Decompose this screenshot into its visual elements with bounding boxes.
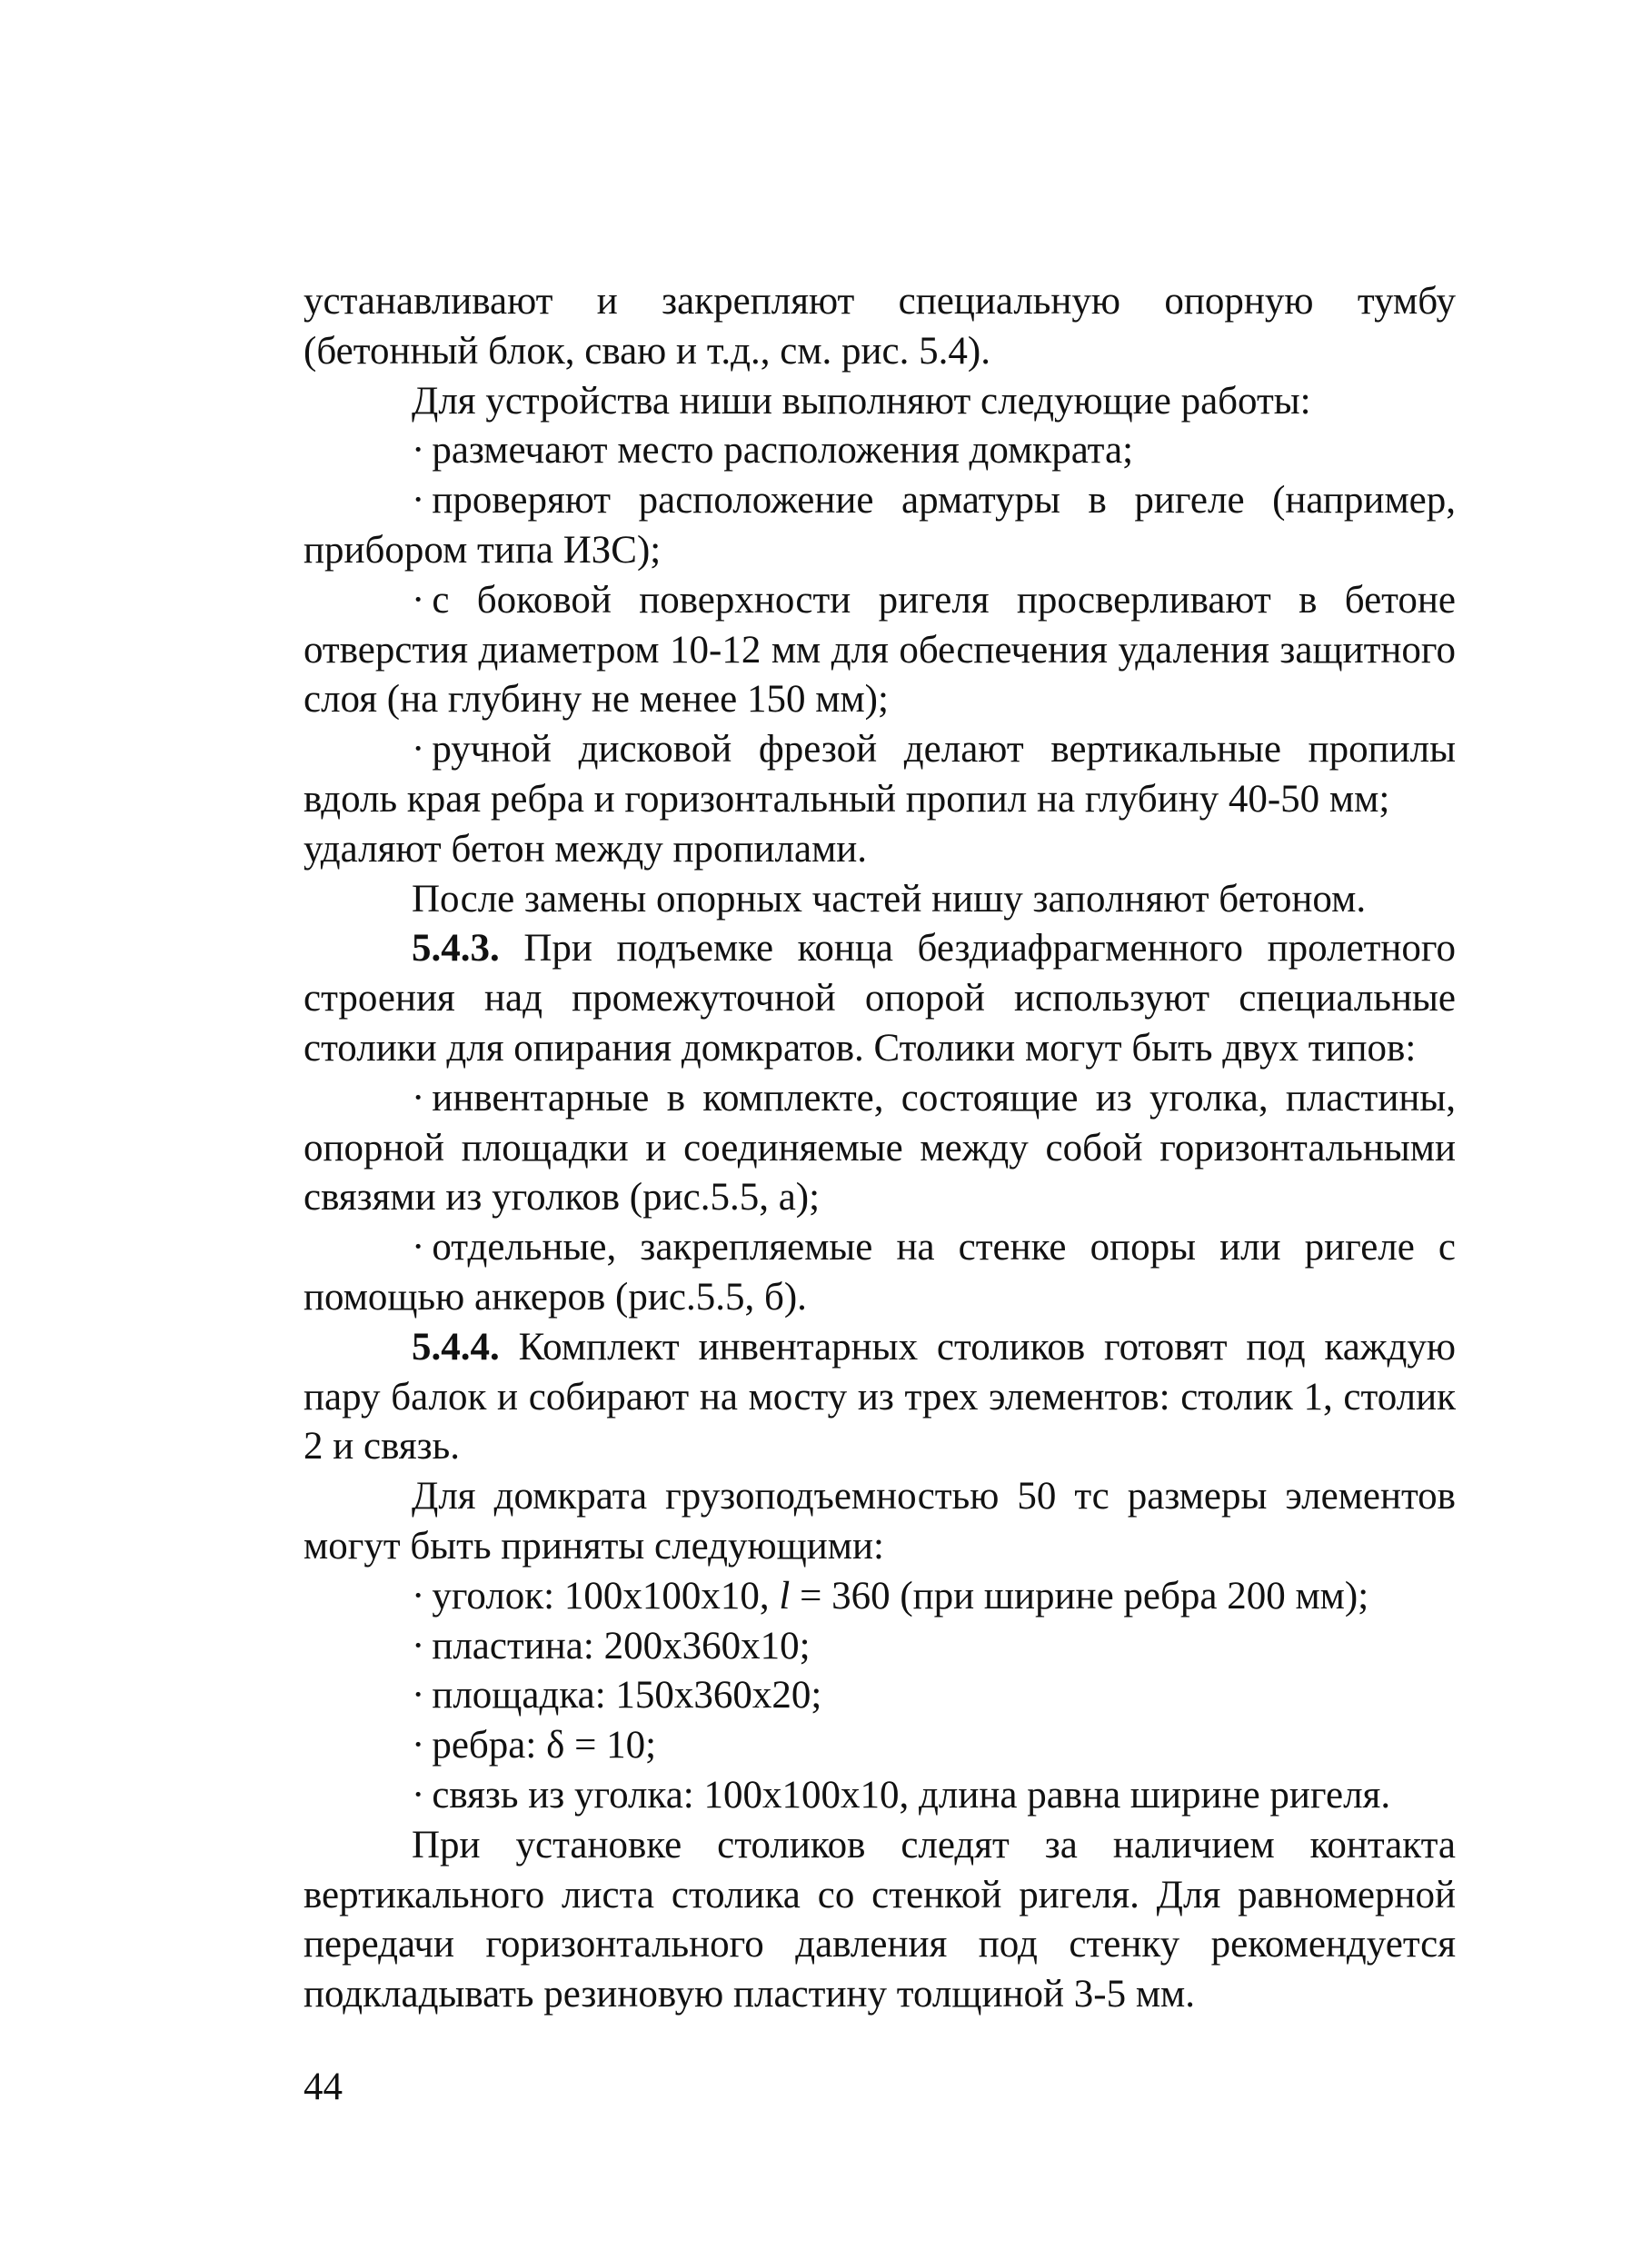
list-item-text: размечают место расположения домкрата;: [432, 429, 1134, 473]
body-text: [304, 277, 1456, 2020]
list-item-text: проверяют расположение арматуры в ригеле (например, прибором типа ИЗС);: [304, 479, 1456, 572]
paragraph: Для устройства ниши выполняют следующие работы:: [412, 379, 1311, 423]
list-item-text: площадка: 150x360x20;: [432, 1674, 822, 1717]
bullet-icon: ·: [412, 578, 425, 622]
section-text: При подъемке конца бездиафрагменного пролетного строения над промежуточной опорой используют специальные столики для опирания домкратов. Столики могут быть двух типов:: [304, 927, 1456, 1070]
bullet-icon: ·: [412, 728, 425, 772]
bullet-icon: ·: [412, 1773, 425, 1817]
list-item-text: уголок: 100x100x10,: [432, 1574, 780, 1618]
paragraph: устанавливают и закрепляют специальную опорную тумбу: [304, 280, 1456, 323]
bullet-icon: ·: [412, 429, 425, 473]
list-item: [304, 1223, 1456, 1323]
bullet-icon: ·: [412, 1574, 425, 1618]
list-item: [304, 1572, 1456, 1622]
list-item: [304, 1721, 1456, 1771]
list-item-text: инвентарные в комплекте, состоящие из уголка, пластины, опорной площадки и соединяемые между собой горизонтальными связями из уголков (рис.5.5, а);: [304, 1076, 1456, 1220]
list-item: [304, 476, 1456, 576]
bullet-icon: ·: [412, 1624, 425, 1668]
bullet-icon: ·: [412, 1076, 425, 1120]
bullet-icon: ·: [412, 1724, 425, 1767]
list-item: [304, 1771, 1456, 1821]
list-item-text: пластина: 200x360x10;: [432, 1624, 811, 1668]
list-item-text: отдельные, закрепляемые на стенке опоры или ригеле с помощью анкеров (рис.5.5, б).: [304, 1226, 1456, 1319]
list-item-text: ребра: δ = 10;: [432, 1724, 657, 1767]
list-item: [304, 725, 1456, 825]
section-number: 5.4.3.: [412, 927, 500, 971]
list-item-text: с боковой поверхности ригеля просверливают в бетоне отверстия диаметром 10-12 мм для обеспечения удаления защитного слоя (на глубину не менее 150 мм);: [304, 578, 1456, 722]
paragraph: После замены опорных частей нишу заполняют бетоном.: [412, 877, 1367, 921]
list-item: [304, 426, 1456, 476]
paragraph: (бетонный блок, сваю и т.д., см. рис. 5.4).: [304, 329, 990, 373]
bullet-icon: ·: [412, 1226, 425, 1269]
section-number: 5.4.4.: [412, 1325, 500, 1369]
paragraph: Для домкрата грузоподъемностью 50 тс размеры элементов могут быть приняты следующими:: [304, 1475, 1456, 1568]
paragraph: При установке столиков следят за наличием контакта вертикального листа столика со стенкой ригеля. Для равномерной передачи горизонтального давления под стенку рекомендуется подкладывать резиновую пластину толщиной 3-5 мм.: [304, 1823, 1456, 2016]
list-item-text: = 360 (при ширине ребра 200 мм);: [790, 1574, 1369, 1618]
page-number: 44: [304, 2066, 343, 2108]
list-item: [304, 1671, 1456, 1721]
list-item-text: ручной дисковой фрезой делают вертикальные пропилы вдоль края ребра и горизонтальный пропил на глубину 40-50 мм;: [304, 728, 1456, 821]
list-item: [304, 1622, 1456, 1672]
list-item: [304, 1074, 1456, 1223]
list-item: удаляют бетон между пропилами.: [304, 827, 868, 871]
bullet-icon: ·: [412, 479, 425, 523]
bullet-icon: ·: [412, 1674, 425, 1717]
section-paragraph: [304, 924, 1456, 1073]
list-item-text: связь из уголка: 100x100x10, длина равна ширине ригеля.: [432, 1773, 1391, 1817]
section-text: Комплект инвентарных столиков готовят под каждую пару балок и собирают на мосту из трех элементов: столик 1, столик 2 и связь.: [304, 1325, 1456, 1468]
section-paragraph: [304, 1323, 1456, 1472]
length-symbol: l: [779, 1574, 791, 1618]
list-item: [304, 576, 1456, 725]
